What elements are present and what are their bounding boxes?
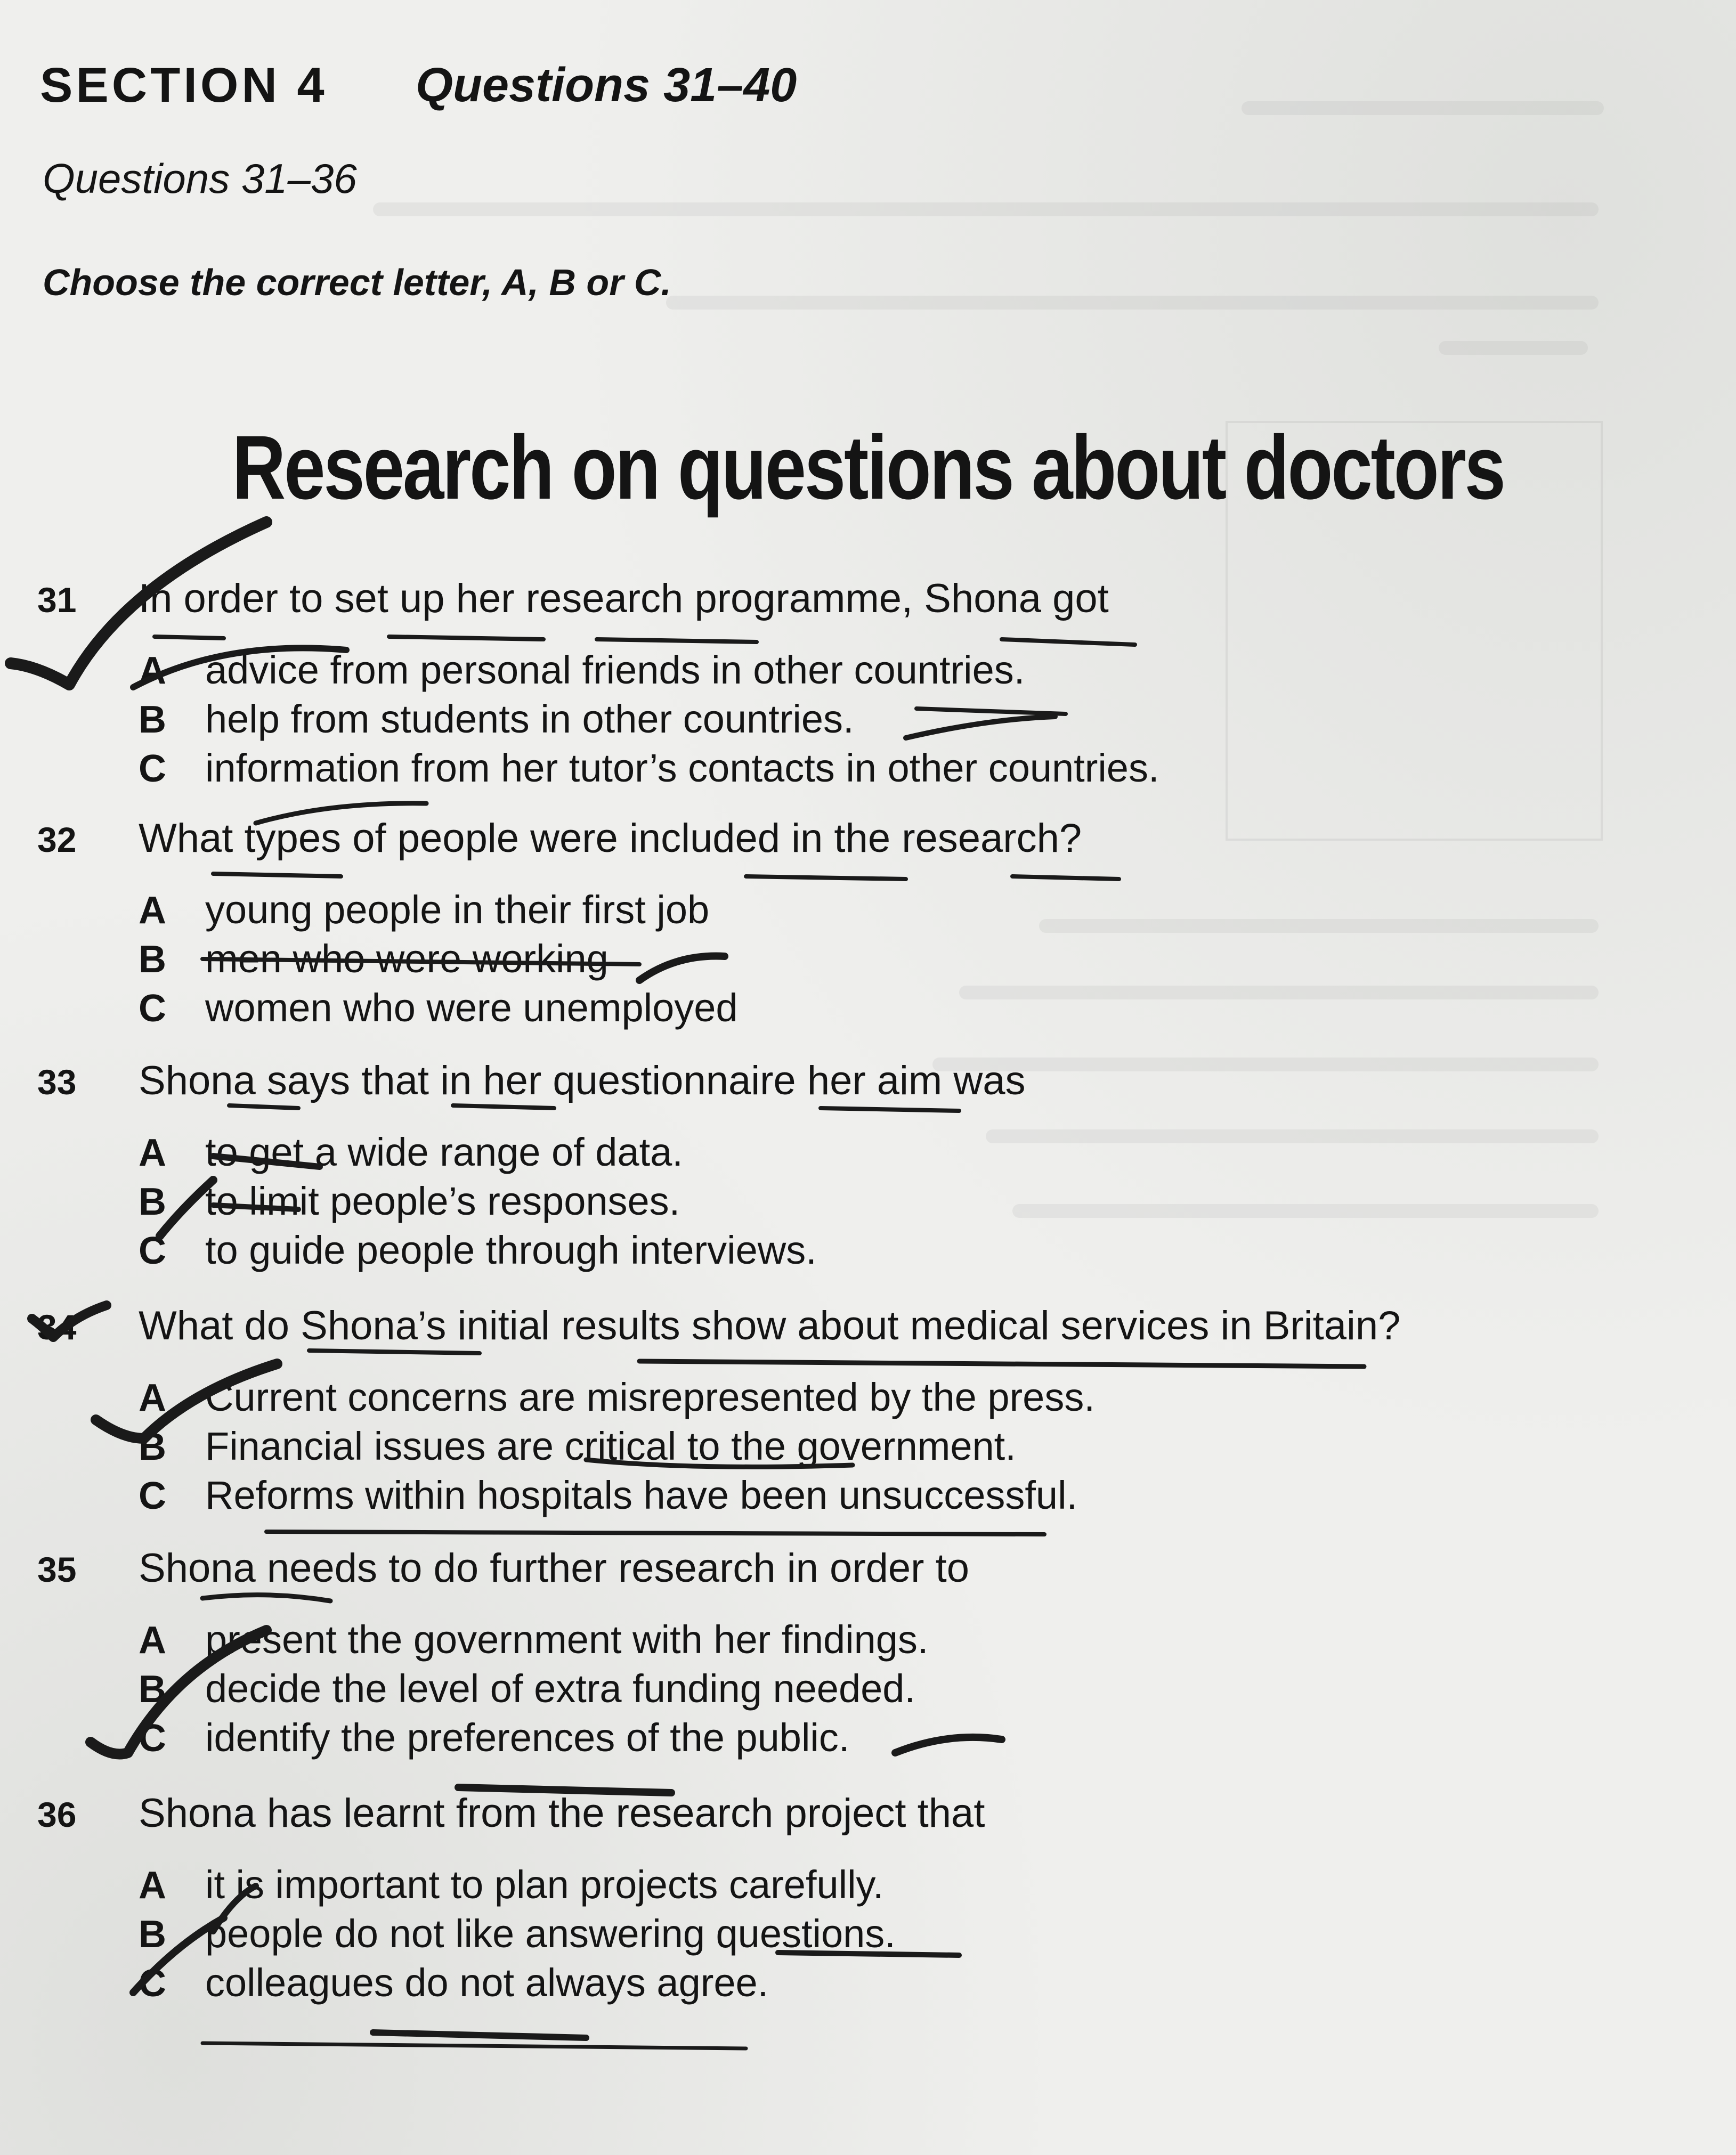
option-letter: B	[139, 1913, 166, 1956]
question-text: Shona says that in her questionnaire her aim was	[139, 1058, 1026, 1103]
option-a[interactable]	[139, 647, 1636, 696]
option-text: it is important to plan projects carefully.	[205, 1863, 884, 1907]
option-text: to guide people through interviews.	[205, 1228, 817, 1272]
option-text: information from her tutor’s contacts in other countries.	[205, 746, 1159, 790]
question-number: 31	[37, 580, 77, 620]
option-letter: B	[139, 938, 166, 981]
option-c[interactable]	[139, 1715, 1636, 1764]
option-letter: A	[139, 1619, 166, 1662]
question-34	[37, 1303, 1636, 1522]
bleed-through-line	[373, 202, 1599, 216]
option-letter: C	[139, 987, 166, 1030]
option-text: present the government with her findings.	[205, 1617, 929, 1662]
option-c[interactable]	[139, 1960, 1636, 2009]
question-35	[37, 1545, 1636, 1764]
option-letter: C	[139, 747, 166, 790]
option-letter: B	[139, 1668, 166, 1711]
option-a[interactable]	[139, 887, 1636, 936]
option-c[interactable]	[139, 745, 1636, 794]
option-letter: C	[139, 1962, 166, 2005]
section-heading	[40, 53, 328, 117]
option-letter: C	[139, 1230, 166, 1272]
bleed-through-line	[666, 296, 1599, 310]
option-b[interactable]	[139, 936, 1636, 985]
option-c[interactable]	[139, 1473, 1636, 1522]
question-number: 36	[37, 1795, 77, 1834]
option-text: women who were unemployed	[205, 986, 738, 1030]
option-text: people do not like answering questions.	[205, 1912, 896, 1956]
option-b[interactable]	[139, 1178, 1636, 1227]
option-text: Reforms within hospitals have been unsuccessful.	[205, 1473, 1078, 1517]
option-text: men who were working	[205, 937, 609, 981]
question-text: What types of people were included in the research?	[139, 816, 1082, 861]
page-title: Research on questions about doctors	[232, 417, 1504, 518]
option-letter: A	[139, 1377, 166, 1419]
question-33	[37, 1058, 1636, 1276]
option-letter: C	[139, 1475, 166, 1517]
subheading: Questions 31–36	[43, 155, 357, 202]
option-a[interactable]	[139, 1375, 1636, 1424]
option-text: colleagues do not always agree.	[205, 1961, 769, 2005]
question-32	[37, 815, 1636, 1034]
question-number: 34	[37, 1307, 77, 1347]
option-letter: B	[139, 698, 166, 741]
option-text: Financial issues are critical to the government.	[205, 1424, 1016, 1468]
question-number: 32	[37, 820, 77, 859]
option-b[interactable]	[139, 696, 1636, 745]
option-c[interactable]	[139, 1227, 1636, 1276]
question-text: Shona needs to do further research in order to	[139, 1546, 969, 1591]
option-text: to limit people’s responses.	[205, 1179, 680, 1223]
section-label: SECTION 4	[40, 58, 328, 112]
question-text: In order to set up her research programme, Shona got	[139, 576, 1109, 621]
option-a[interactable]	[139, 1129, 1636, 1178]
option-letter: A	[139, 1864, 166, 1907]
option-text: to get a wide range of data.	[205, 1130, 683, 1174]
option-text: advice from personal friends in other countries.	[205, 648, 1025, 692]
option-letter: B	[139, 1426, 166, 1468]
question-number: 33	[37, 1062, 77, 1102]
option-text: Current concerns are misrepresented by the press.	[205, 1375, 1095, 1419]
option-letter: A	[139, 1132, 166, 1174]
instruction: Choose the correct letter, A, B or C.	[43, 262, 671, 303]
section-question-range: Questions 31–40	[416, 58, 797, 112]
option-letter: A	[139, 649, 166, 692]
option-b[interactable]	[139, 1424, 1636, 1473]
option-text: decide the level of extra funding needed.	[205, 1666, 915, 1711]
question-36	[37, 1790, 1636, 2009]
option-c[interactable]	[139, 985, 1636, 1034]
option-a[interactable]	[139, 1617, 1636, 1666]
question-31	[37, 575, 1636, 794]
bleed-through-line	[1439, 341, 1588, 355]
option-text: identify the preferences of the public.	[205, 1715, 850, 1760]
option-text: help from students in other countries.	[205, 697, 854, 741]
option-b[interactable]	[139, 1666, 1636, 1715]
option-letter: C	[139, 1717, 166, 1760]
question-text: What do Shona’s initial results show about medical services in Britain?	[139, 1303, 1401, 1348]
option-letter: B	[139, 1181, 166, 1223]
option-b[interactable]	[139, 1911, 1636, 1960]
option-a[interactable]	[139, 1862, 1636, 1911]
question-number: 35	[37, 1550, 77, 1589]
question-text: Shona has learnt from the research project that	[139, 1791, 985, 1836]
option-letter: A	[139, 889, 166, 932]
bleed-through-line	[1242, 101, 1604, 115]
option-text: young people in their first job	[205, 888, 710, 932]
